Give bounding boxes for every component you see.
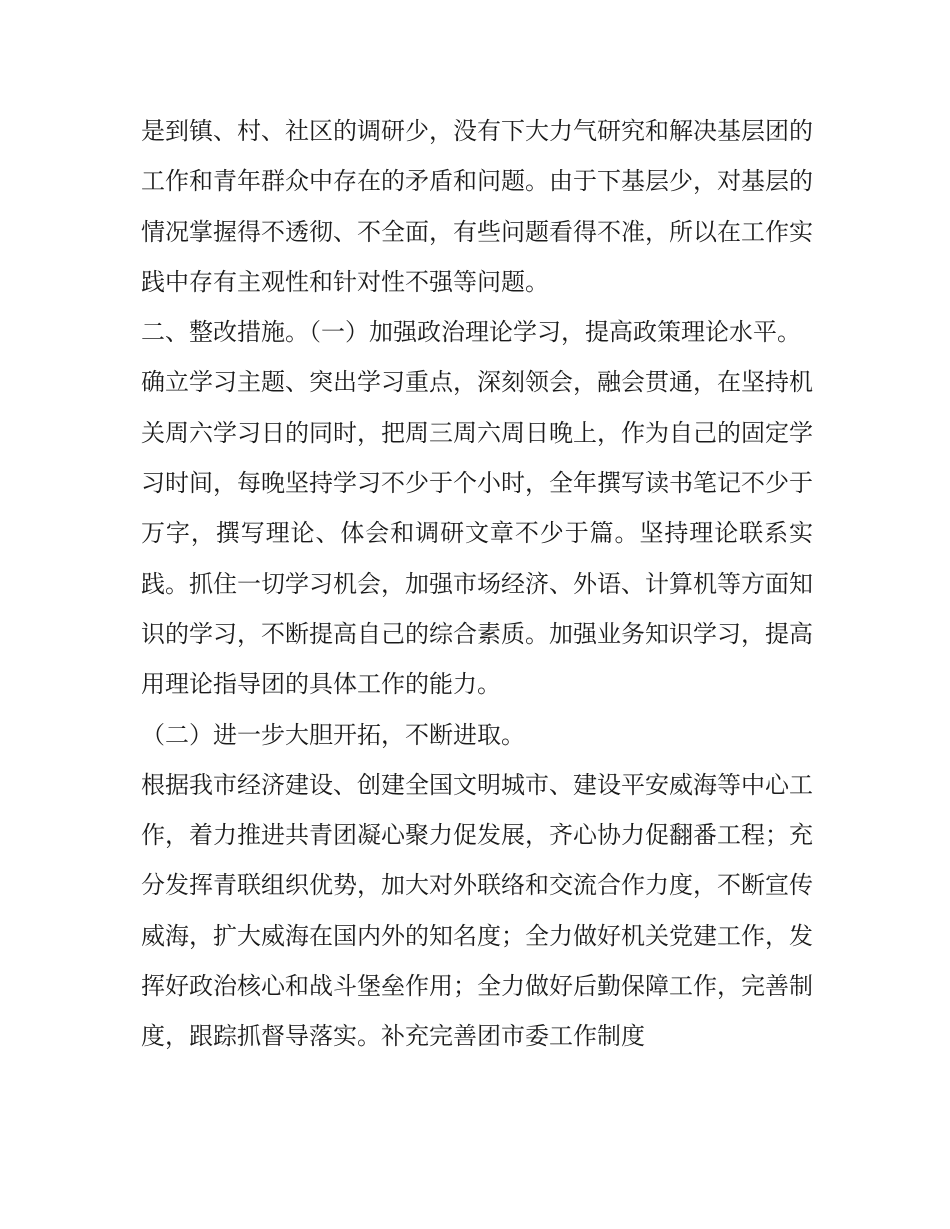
paragraph-study-plan: 确立学习主题、突出学习重点，深刻领会，融会贯通，在坚持机关周六学习日的同时，把周三周六周日晚上，作为自己的固定学习时间，每晚坚持学习不少于个小时，全年撰写读书笔记不少于万字，撰写理论、体会和调研文章不少于篇。坚持理论联系实践。抓住一切学习机会，加强市场经济、外语、计算机等方面知识的学习，不断提高自己的综合素质。加强业务知识学习，提高用理论指导团的具体工作的能力。 xyxy=(141,368,813,699)
document-body xyxy=(141,106,813,1062)
paragraph-section-two-heading: （二）进一步大胆开拓，不断进取。 xyxy=(141,720,525,749)
paragraph-research-shortcomings: 是到镇、村、社区的调研少，没有下大力气研究和解决基层团的工作和青年群众中存在的矛盾和问题。由于下基层少，对基层的情况掌握得不透彻、不全面，有些问题看得不准，所以在工作实践中存有主观性和针对性不强等问题。 xyxy=(141,117,813,296)
paragraph-rectification-heading: 二、整改措施。（一）加强政治理论学习，提高政策理论水平。 xyxy=(141,318,801,347)
paragraph-work-measures: 根据我市经济建设、创建全国文明城市、建设平安威海等中心工作，着力推进共青团凝心聚力促发展，齐心协力促翻番工程；充分发挥青联组织优势，加大对外联络和交流合作力度，不断宣传威海，扩大威海在国内外的知名度；全力做好机关党建工作，发挥好政治核心和战斗堡垒作用；全力做好后勤保障工作，完善制度，跟踪抓督导落实。补充完善团市委工作制度 xyxy=(141,770,813,1051)
